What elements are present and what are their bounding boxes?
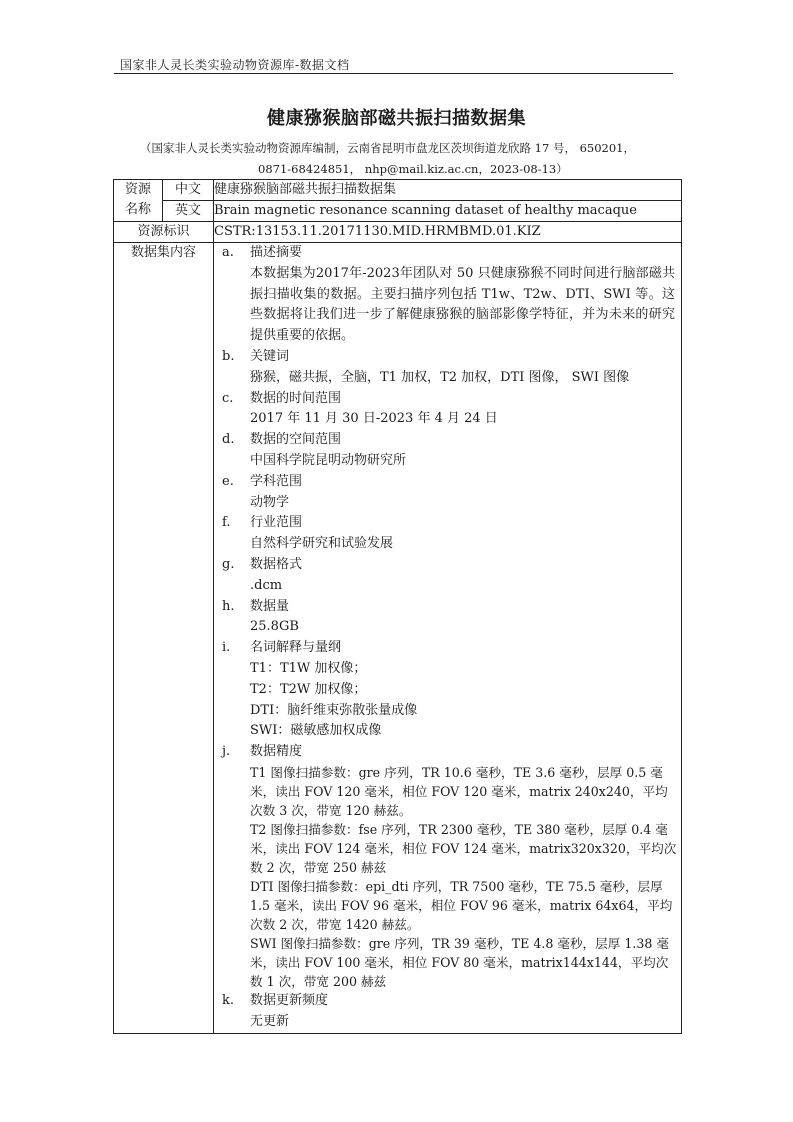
section-title: 数据量: [250, 598, 290, 614]
section-letter: f.: [222, 515, 231, 531]
update-frequency-text: 无更新: [250, 1013, 290, 1029]
resource-name-label-line1: 资源: [124, 182, 151, 197]
resource-name-label-line2: 名称: [124, 202, 151, 217]
section-letter: a.: [222, 245, 234, 260]
section-letter: h.: [222, 598, 235, 614]
section-title: 学科范围: [250, 473, 303, 489]
section-title: 数据精度: [250, 744, 303, 760]
format-text: .dcm: [250, 577, 283, 593]
section-letter: g.: [222, 556, 235, 572]
section-spatial-range: [214, 430, 681, 472]
dataset-metadata-table: [113, 179, 682, 1034]
precision-line: T2 图像扫描参数：fse 序列，TR 2300 毫秒，TE 380 毫秒，层厚 0.4 毫: [250, 821, 668, 837]
precision-line: 米，读出 FOV 100 毫米，相位 FOV 80 毫米，matrix144x144，平均次: [250, 954, 669, 970]
section-letter: d.: [222, 432, 235, 448]
section-letter: j.: [222, 744, 231, 760]
section-letter: c.: [222, 390, 234, 406]
section-letter: i.: [222, 640, 231, 656]
section-title: 数据的空间范围: [250, 432, 342, 448]
section-keywords: [214, 347, 681, 389]
dataset-content-cell: [214, 243, 682, 1034]
table-row-identifier: [114, 222, 682, 243]
section-title: 关键词: [250, 348, 290, 364]
precision-line: 数 2 次，带宽 250 赫兹: [250, 859, 387, 875]
discipline-text: 动物学: [250, 494, 290, 510]
section-update-frequency: [214, 991, 681, 1033]
section-letter: k.: [222, 992, 235, 1008]
time-range-text: 2017 年 11 月 30 日-2023 年 4 月 24 日: [250, 411, 498, 427]
precision-line: 数 1 次，带宽 200 赫兹: [250, 973, 387, 989]
industry-text: 自然科学研究和试验发展: [250, 536, 394, 552]
section-title: 数据更新频度: [250, 992, 329, 1008]
document-header: 国家非人灵长类实验动物资源库-数据文档: [120, 58, 350, 72]
glossary-line: DTI：脑纤维束弥散张量成像: [250, 702, 418, 718]
document-title: 健康猕猴脑部磁共振扫描数据集: [267, 108, 526, 129]
section-discipline: [214, 472, 681, 514]
section-precision: [214, 742, 681, 991]
resource-name-label: [114, 180, 163, 222]
section-format: [214, 555, 681, 597]
table-row-chinese-name: [114, 180, 682, 201]
dataset-content-label: 数据集内容: [114, 243, 214, 1034]
table-row-content: [114, 243, 682, 1034]
section-letter: e.: [222, 473, 234, 489]
section-title: 描述摘要: [250, 245, 303, 260]
section-glossary: [214, 638, 681, 742]
chinese-name-value: 健康猕猴脑部磁共振扫描数据集: [214, 180, 682, 201]
data-volume-text: 25.8GB: [250, 619, 299, 635]
section-title: 名词解释与量纲: [250, 640, 342, 656]
precision-line: T1 图像扫描参数：gre 序列，TR 10.6 毫秒，TE 3.6 毫秒，层厚 0.5 毫: [250, 764, 663, 780]
precision-line: 米，读出 FOV 124 毫米，相位 FOV 124 毫米，matrix320x320，平均次: [250, 840, 677, 856]
section-time-range: [214, 389, 681, 431]
section-title: 行业范围: [250, 515, 303, 531]
english-label: 英文: [163, 201, 214, 222]
abstract-text: 本数据集为2017年-2023年团队对 50 只健康猕猴不同时间进行脑部磁共振扫描收集的数据。主要扫描序列包括 T1w、T2w、DTI、SWI 等。这些数据将让我们进一步了解健康猕猴的脑部影像学特征，并为未来的研究提供重要的依据。: [250, 265, 675, 344]
spatial-range-text: 中国科学院昆明动物研究所: [250, 452, 407, 468]
glossary-line: T2：T2W 加权像；: [250, 681, 367, 697]
section-industry: [214, 513, 681, 555]
precision-line: SWI 图像扫描参数：gre 序列，TR 39 毫秒，TE 4.8 毫秒，层厚 1.38 毫: [250, 935, 669, 951]
section-letter: b.: [222, 348, 235, 364]
glossary-line: SWI：磁敏感加权成像: [250, 723, 382, 739]
precision-line: 次数 2 次，带宽 1420 赫兹。: [250, 916, 420, 932]
precision-line: DTI 图像扫描参数：epi_dti 序列，TR 7500 毫秒，TE 75.5 毫秒，层厚: [250, 878, 663, 894]
precision-line: 1.5 毫米，读出 FOV 96 毫米，相位 FOV 96 毫米，matrix 64x64，平均: [250, 897, 673, 913]
table-row-english-name: [114, 201, 682, 222]
section-title: 数据格式: [250, 556, 303, 572]
section-title: 数据的时间范围: [250, 390, 342, 406]
glossary-line: T1：T1W 加权像；: [250, 660, 367, 676]
precision-line: 米，读出 FOV 120 毫米，相位 FOV 120 毫米，matrix 240x240，平均: [250, 783, 668, 799]
compiler-info-line-1: （国家非人灵长类实验动物资源库编制，云南省昆明市盘龙区茨坝街道龙欣路 17 号， 650201，: [140, 141, 635, 155]
compiler-info-line-2: 0871-68424851， nhp@mail.kiz.ac.cn，2023-08-13）: [258, 162, 568, 176]
header-divider: [114, 73, 673, 74]
keywords-text: 猕猴，磁共振，全脑，T1 加权，T2 加权，DTI 图像， SWI 图像: [250, 369, 630, 385]
chinese-label: 中文: [163, 180, 214, 201]
section-data-volume: [214, 597, 681, 639]
precision-line: 次数 3 次，带宽 120 赫兹。: [250, 802, 412, 818]
resource-identifier-value: CSTR:13153.11.20171130.MID.HRMBMD.01.KIZ: [214, 222, 682, 243]
section-abstract: [214, 243, 681, 347]
resource-identifier-label: 资源标识: [114, 222, 214, 243]
english-name-value: Brain magnetic resonance scanning dataset of healthy macaque: [214, 201, 682, 222]
